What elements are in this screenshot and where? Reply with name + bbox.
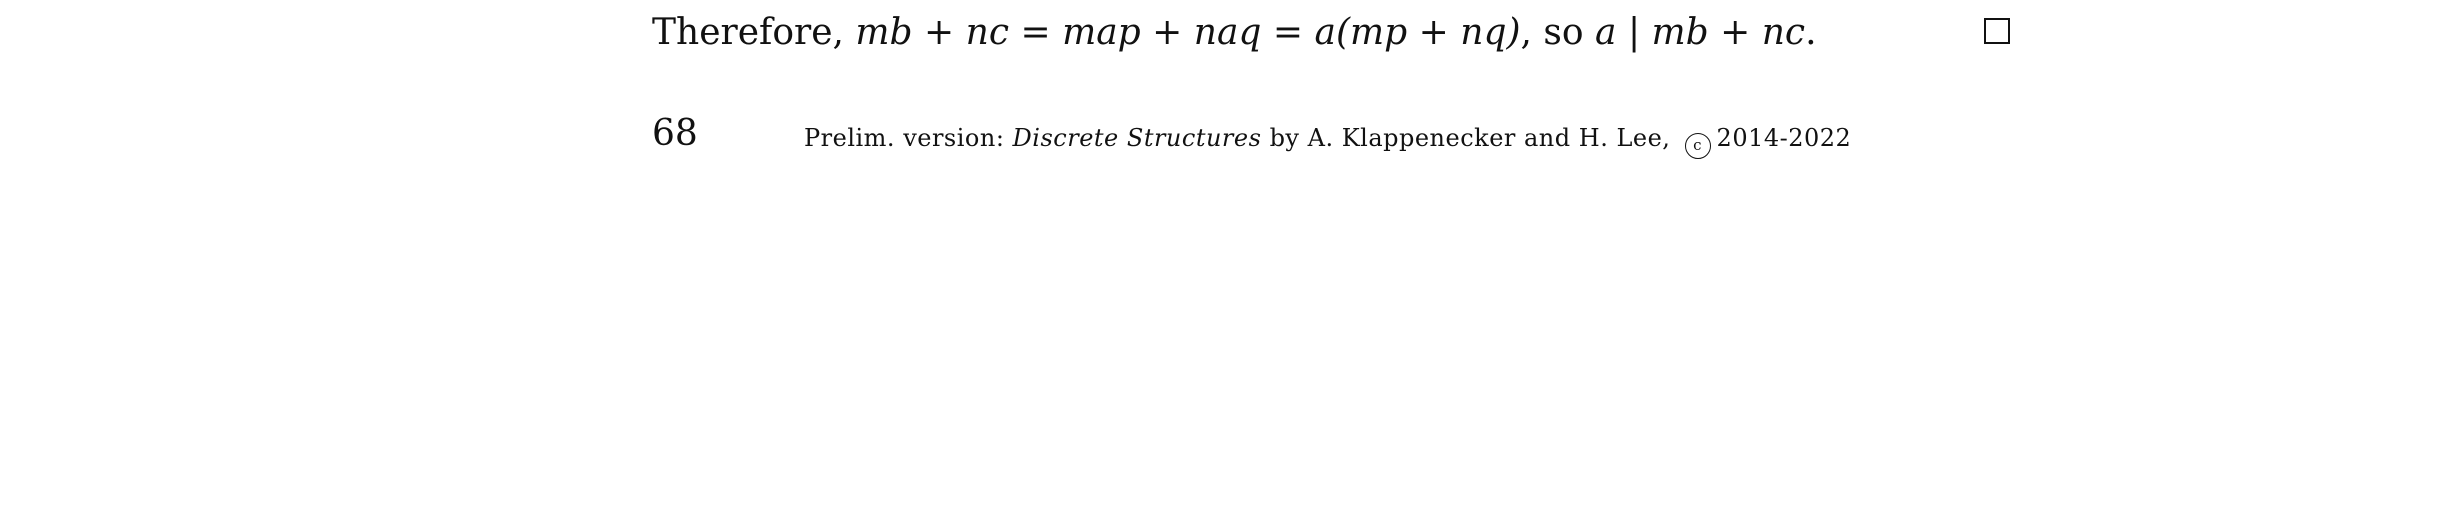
equals-sign: =	[1009, 12, 1063, 53]
divisor-a: a	[1595, 12, 1617, 53]
expression-mb-plus-nc-result: mb + nc	[1651, 12, 1806, 53]
equals-sign: =	[1261, 12, 1315, 53]
footer-prefix: Prelim. version:	[804, 124, 1013, 152]
proof-conclusion-line	[652, 8, 2022, 58]
expression-map-plus-naq: map + naq	[1062, 12, 1262, 53]
expression-mb-plus-nc: mb + nc	[855, 12, 1010, 53]
copyright-icon: c	[1685, 133, 1711, 159]
sentence-period: .	[1805, 12, 1817, 53]
footer-years: 2014-2022	[1716, 124, 1852, 152]
divides-symbol: |	[1616, 12, 1652, 53]
proof-lead-text: Therefore,	[652, 12, 856, 53]
book-title: Discrete Structures	[1012, 124, 1262, 152]
qed-box-icon	[1984, 18, 2010, 44]
page-number: 68	[652, 113, 698, 154]
connector-text: , so	[1520, 12, 1596, 53]
footer-authors: by A. Klappenecker and H. Lee,	[1261, 124, 1679, 152]
footer-copyright-note	[804, 122, 1851, 159]
expression-factored: a(mp + nq)	[1314, 12, 1521, 53]
